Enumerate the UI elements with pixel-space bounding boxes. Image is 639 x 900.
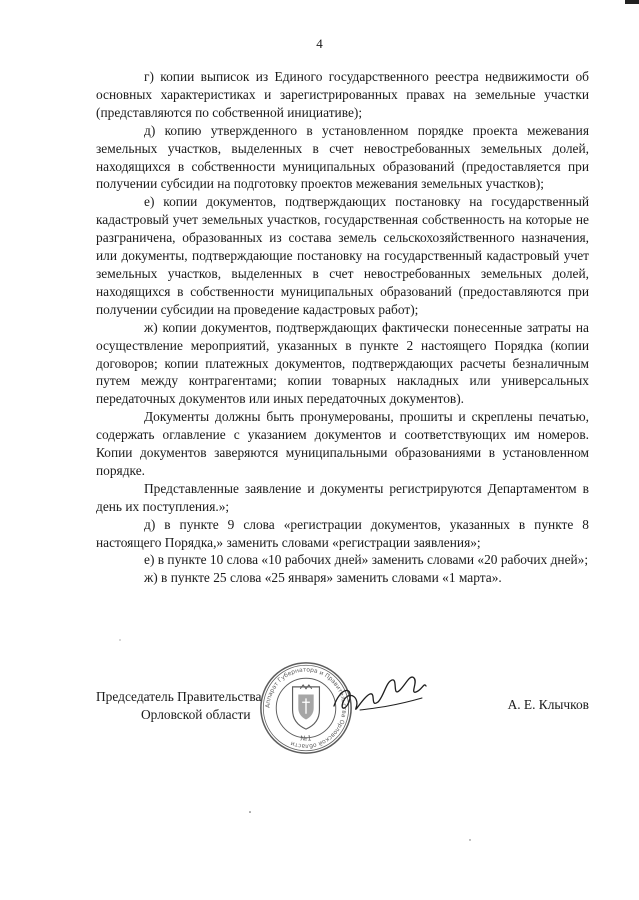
paragraph-zh: ж) копии документов, подтверждающих фактически понесенные затраты на осуществление мероприятий, указанных в пункте 2 настоящего Порядка (копии договоров; копии платежных документов, подтверждающих расчеты безналичным путем между контрагентами; копии товарных накладных или универсальных передаточных документов или иных передаточных документов). [96, 319, 589, 407]
signatory-name: А. Е. Клычков [507, 697, 589, 712]
paragraph-e: е) копии документов, подтверждающих постановку на государственный кадастровый учет земельных участков, государственная собственность на которые не разграничена, образованных из состава земель сельскохозяйственного назначения, или документы, подтверждающие постановку на государственный кадастровый учет земельных участков, выделенных в счет невостребованных земельных долей, находящихся в собственности муниципальных образований (предоставляются при получении субсидии на проведение кадастровых работ); [96, 194, 589, 317]
amendment-item-e: е) в пункте 10 слова «10 рабочих дней» заменить словами «20 рабочих дней»; [144, 552, 589, 568]
amendment-item-zh: ж) в пункте 25 слова «25 января» заменить словами «1 марта». [144, 570, 502, 586]
handwritten-signature-icon [330, 668, 430, 728]
amendment-item-d: д) в пункте 9 слова «регистрации документов, указанных в пункте 8 настоящего Порядка,» заменить словами «регистрации заявления»; [96, 516, 589, 550]
page-number: 4 [316, 36, 323, 51]
document-body [96, 68, 589, 587]
seal-ring-text: Аппарат Губернатора и Правительства Орловской области [264, 666, 348, 750]
signatory-title-line1: Председатель Правительства [96, 689, 262, 704]
paragraph-d: д) копию утвержденного в установленном порядке проекта межевания земельных участков, выделенных в счет невостребованных земельных долей, находящихся в собственности муниципальных образований (предоставляется при получении субсидии на подготовку проектов межевания земельных участков); [96, 122, 589, 192]
signatory-title-line2: Орловской области [141, 707, 251, 722]
paragraph-registration: Представленные заявление и документы регистрируются Департаментом в день их поступления.»; [96, 480, 589, 514]
paragraph-documents-requirements: Документы должны быть пронумерованы, прошиты и скреплены печатью, содержать оглавление с указанием документов и соответствующих им номеров. Копии документов заверяются муниципальными образованиями в установленном порядке. [96, 409, 589, 478]
paragraph-g: г) копии выписок из Единого государственного реестра недвижимости об основных характеристиках и зарегистрированных правах на земельные участки (представляются по собственной инициативе); [96, 69, 589, 120]
scan-corner-mark [625, 0, 639, 4]
seal-number: №1 [300, 734, 312, 743]
